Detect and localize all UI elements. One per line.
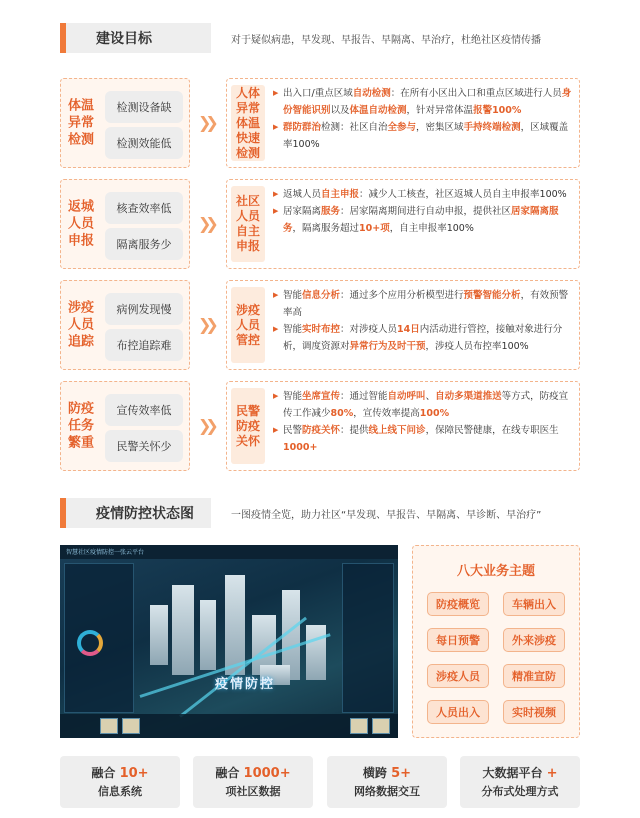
- section-header-status: [60, 498, 541, 528]
- highlight-text: 居家隔离服务: [283, 206, 559, 234]
- solution-box: [226, 78, 580, 168]
- problem-label: 涉疫人员追踪: [67, 300, 94, 350]
- problem-box: [60, 280, 190, 370]
- body-text: 以及: [330, 105, 350, 116]
- body-text: 智能: [283, 290, 303, 301]
- dashboard-left-panel: [64, 563, 134, 713]
- solution-bullet: [273, 422, 573, 456]
- solution-bullet: [273, 287, 573, 321]
- stat-card: [460, 756, 580, 808]
- stat-card: [60, 756, 180, 808]
- highlight-text: 14日: [397, 324, 420, 335]
- car-thumbnail: [122, 718, 140, 734]
- issue-pill: 核查效率低: [105, 192, 183, 224]
- body-text: ：居家隔离期间进行自动申报，提供社区: [340, 206, 512, 217]
- body-text: 智能: [283, 391, 303, 402]
- solution-bullet: [273, 388, 573, 422]
- body-text: ，针对异常体温: [406, 105, 474, 116]
- topic-button[interactable]: 防疫概览: [427, 592, 489, 616]
- topic-button[interactable]: 外来涉疫: [503, 628, 565, 652]
- body-text: ，保障民警健康，在线专职医生: [425, 425, 559, 436]
- highlight-text: 100%: [419, 408, 450, 419]
- solution-label: 人体异常体温快速检测: [231, 85, 265, 161]
- stat-card: [193, 756, 313, 808]
- body-text: 等方式，防疫宣传工作减少: [283, 391, 569, 419]
- problem-label: 返城人员申报: [67, 199, 94, 249]
- body-text: 出入口/重点区域: [283, 88, 353, 99]
- stat-line2: 信息系统: [98, 785, 142, 798]
- body-text: ：对涉疫人员: [340, 324, 398, 335]
- issue-pill: 宣传效率低: [105, 394, 183, 426]
- highlight-text: 自主申报: [321, 189, 360, 200]
- building: [200, 600, 216, 670]
- stat-line1: [60, 765, 180, 782]
- body-text: ：在所有小区出入口和重点区域进行人员: [390, 88, 562, 99]
- solution-bullet: [273, 119, 573, 153]
- problem-box: [60, 381, 190, 471]
- stat-prefix: 大数据平台: [482, 766, 547, 780]
- business-topics-panel: [412, 545, 580, 738]
- highlight-text: 坐席宣传: [302, 391, 341, 402]
- topic-button[interactable]: 精准宣防: [503, 664, 565, 688]
- solution-bullets: [273, 186, 573, 237]
- dashboard-overlay-text: 疫情防控: [215, 677, 276, 692]
- solution-bullet: [273, 203, 573, 237]
- body-text: 居家隔离: [283, 206, 322, 217]
- stat-prefix: 融合: [91, 766, 120, 780]
- highlight-text: 防疫关怀: [302, 425, 341, 436]
- highlight-text: 1000+: [283, 442, 318, 453]
- problem-box: [60, 179, 190, 269]
- body-text: ，密集区域: [416, 122, 464, 133]
- problem-label: 体温异常检测: [67, 98, 94, 148]
- dashboard-header-title: 智慧社区疫情防控一张云平台: [66, 549, 145, 556]
- highlight-text: 体温自动检测: [349, 105, 407, 116]
- highlight-text: 全参与: [387, 122, 417, 133]
- solution-bullet: [273, 186, 573, 203]
- goal-row-tasks: [60, 381, 580, 471]
- goal-row-tracking: [60, 280, 580, 370]
- building: [150, 605, 168, 665]
- stat-prefix: 融合: [215, 766, 244, 780]
- issue-pill: 民警关怀少: [105, 430, 183, 462]
- stat-number: 1000+: [243, 766, 291, 781]
- body-text: ：通过智能: [340, 391, 388, 402]
- solution-bullet: [273, 85, 573, 119]
- stat-line2: 分布式处理方式: [481, 785, 559, 798]
- issue-pill: 布控追踪难: [105, 329, 183, 361]
- stat-number: +: [546, 766, 558, 781]
- section-subtitle: 对于疑似病患，早发现、早报告、早隔离、早治疗，杜绝社区疫情传播: [231, 34, 541, 46]
- body-text: ，区域覆盖率100%: [283, 122, 569, 150]
- topic-button[interactable]: 人员出入: [427, 700, 489, 724]
- stat-card: [327, 756, 447, 808]
- body-text: ：减少人工核查，社区返城人员自主申报率100%: [359, 189, 567, 200]
- stat-number: 10+: [119, 766, 149, 781]
- highlight-text: 80%: [330, 408, 354, 419]
- dashboard-right-panel: [342, 563, 394, 713]
- body-text: 智能: [283, 324, 303, 335]
- solution-box: [226, 280, 580, 370]
- highlight-text: 线上线下问诊: [368, 425, 426, 436]
- highlight-text: 身份智能识别: [283, 88, 572, 116]
- body-text: ，宣传效率提高: [353, 408, 420, 419]
- car-thumbnail: [100, 718, 118, 734]
- stat-line2: 网络数据交互: [354, 785, 420, 798]
- solution-bullets: [273, 287, 573, 355]
- section-header-goals: [60, 23, 541, 53]
- body-text: ，有效预警率高: [283, 290, 569, 318]
- building: [306, 625, 326, 680]
- goal-row-temperature: [60, 78, 580, 168]
- solution-label: 涉疫人员管控: [231, 287, 265, 363]
- body-text: 返城人员: [283, 189, 322, 200]
- body-text: ，涉疫人员布控率100%: [425, 341, 529, 352]
- topic-button[interactable]: 实时视频: [503, 700, 565, 724]
- highlight-text: 异常行为及时干预: [349, 341, 426, 352]
- problem-label: 防疫任务繁重: [67, 401, 94, 451]
- solution-label: 民警防疫关怀: [231, 388, 265, 464]
- solution-bullet: [273, 321, 573, 355]
- body-text: 内活动进行管控，接触对象进行分析，调度资源对: [283, 324, 563, 352]
- body-text: 检测：社区自治: [321, 122, 388, 133]
- stat-line1: [327, 765, 447, 782]
- double-chevron-icon: ❯❯: [198, 416, 213, 435]
- issue-pill: 检测效能低: [105, 127, 183, 159]
- body-text: 民警: [283, 425, 303, 436]
- topics-title: 八大业务主题: [456, 564, 535, 579]
- highlight-text: 报警100%: [473, 105, 522, 116]
- face-thumbnail: [372, 718, 390, 734]
- highlight-text: 服务: [321, 206, 341, 217]
- stat-line1: [193, 765, 313, 782]
- topic-button[interactable]: 涉疫人员: [427, 664, 489, 688]
- problem-box: [60, 78, 190, 168]
- section-title: 疫情防控状态图: [66, 498, 211, 528]
- highlight-text: 实时布控: [302, 324, 341, 335]
- body-text: ：提供: [340, 425, 369, 436]
- highlight-text: 信息分析: [302, 290, 341, 301]
- face-thumbnail: [350, 718, 368, 734]
- building: [225, 575, 245, 675]
- stat-prefix: 横跨: [362, 766, 392, 780]
- highlight-text: 自动多渠道推送: [435, 391, 502, 402]
- stat-number: 5+: [391, 766, 412, 781]
- double-chevron-icon: ❯❯: [198, 315, 213, 334]
- goal-row-return: [60, 179, 580, 269]
- donut-chart-icon: [77, 630, 103, 656]
- solution-label: 社区人员自主申报: [231, 186, 265, 262]
- highlight-text: 预警智能分析: [463, 290, 521, 301]
- issue-pill: 病例发现慢: [105, 293, 183, 325]
- solution-box: [226, 381, 580, 471]
- issue-pill: 隔离服务少: [105, 228, 183, 260]
- topic-button[interactable]: 车辆出入: [503, 592, 565, 616]
- solution-bullets: [273, 85, 573, 153]
- solution-box: [226, 179, 580, 269]
- body-text: 、: [425, 391, 436, 402]
- solution-bullets: [273, 388, 573, 456]
- highlight-text: 自动检测: [352, 88, 391, 99]
- body-text: ：通过多个应用分析模型进行: [340, 290, 464, 301]
- highlight-text: 手持终端检测: [463, 122, 521, 133]
- double-chevron-icon: ❯❯: [198, 214, 213, 233]
- double-chevron-icon: ❯❯: [198, 113, 213, 132]
- topic-button[interactable]: 每日预警: [427, 628, 489, 652]
- highlight-text: 群防群治: [283, 122, 322, 133]
- highlight-text: 自动呼叫: [387, 391, 426, 402]
- stat-line2: 项社区数据: [225, 785, 281, 798]
- body-text: ，隔离服务超过: [292, 223, 360, 234]
- highlight-text: 10+项: [359, 223, 390, 234]
- dashboard-screenshot: [60, 545, 398, 738]
- issue-pill: 检测设备缺: [105, 91, 183, 123]
- building: [172, 585, 194, 675]
- stat-line1: [460, 765, 580, 782]
- section-subtitle: 一图疫情全览，助力社区“早发现、早报告、早隔离、早诊断、早治疗”: [231, 509, 542, 521]
- dashboard-bottom-strip: [60, 714, 398, 738]
- section-title: 建设目标: [66, 23, 211, 53]
- body-text: ，自主申报率100%: [389, 223, 474, 234]
- dashboard-header-bar: [60, 545, 398, 559]
